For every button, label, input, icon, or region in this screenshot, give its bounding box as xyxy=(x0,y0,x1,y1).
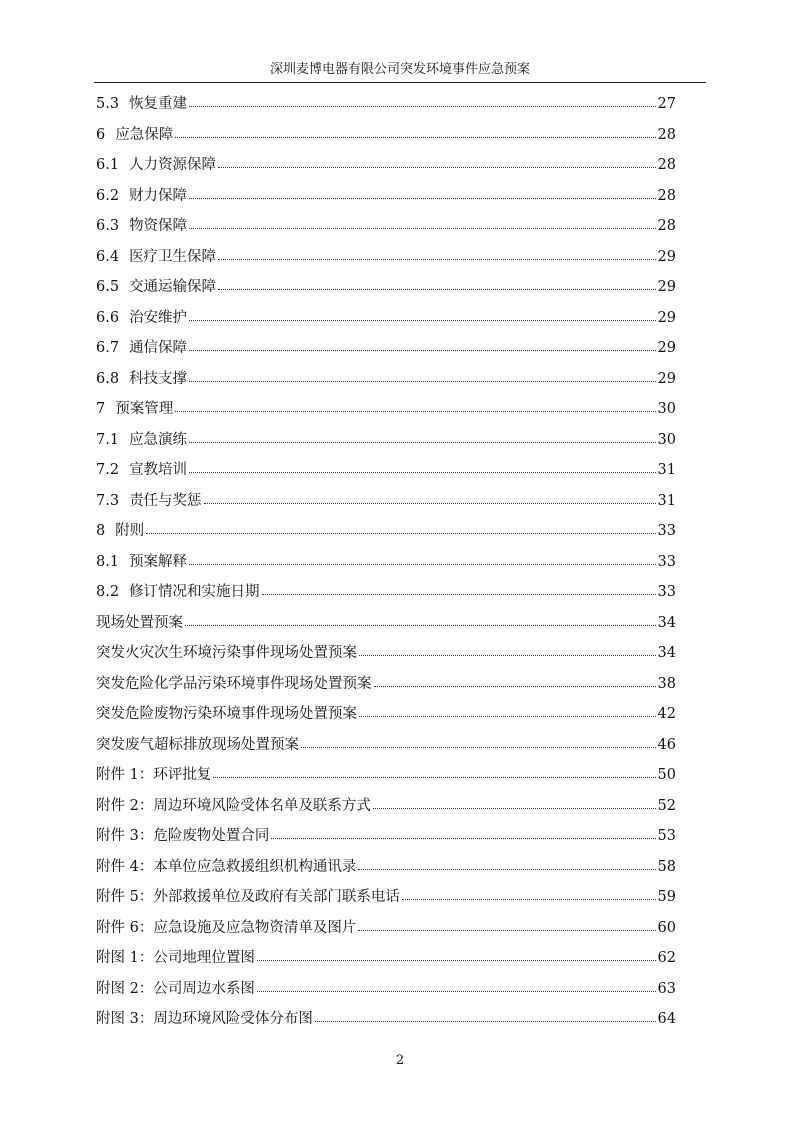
toc-entry-title: 预案管理 xyxy=(115,401,174,417)
toc-entry-number: 8 xyxy=(96,523,106,539)
toc-entry[interactable] xyxy=(96,425,676,456)
toc-dot-leader xyxy=(359,646,656,656)
toc-entry-page: 42 xyxy=(657,706,676,722)
toc-entry[interactable] xyxy=(96,211,676,242)
toc-dot-leader xyxy=(189,463,655,473)
toc-dot-leader xyxy=(175,402,655,412)
toc-dot-leader xyxy=(373,799,656,809)
toc-entry-page: 52 xyxy=(657,797,676,814)
toc-entry-title: 突发危险化学品污染环境事件现场处置预案 xyxy=(96,675,372,692)
toc-entry-number: 8.1 xyxy=(96,553,120,570)
toc-entry[interactable] xyxy=(96,852,676,883)
toc-entry-page: 31 xyxy=(657,492,676,509)
toc-entry[interactable] xyxy=(96,669,676,700)
toc-entry-number: 5.3 xyxy=(96,96,120,112)
toc-entry-number: 7.1 xyxy=(96,431,120,448)
page-header: 深圳麦博电器有限公司突发环境事件应急预案 xyxy=(269,62,530,77)
toc-dot-leader xyxy=(189,311,655,321)
toc-entry-title: 现场处置预案 xyxy=(96,614,183,631)
toc-entry-page: 58 xyxy=(657,858,676,875)
toc-entry-title: 恢复重建 xyxy=(129,96,188,112)
toc-dot-leader xyxy=(213,768,655,778)
toc-entry[interactable] xyxy=(96,516,676,547)
toc-dot-leader xyxy=(204,494,656,504)
toc-entry-number: 6.3 xyxy=(96,218,120,234)
toc-entry-page: 31 xyxy=(657,462,676,478)
toc-dot-leader xyxy=(189,341,655,351)
toc-entry[interactable] xyxy=(96,272,676,303)
toc-dot-leader xyxy=(218,158,655,168)
toc-entry[interactable] xyxy=(96,364,676,395)
toc-dot-leader xyxy=(359,707,656,717)
toc-entry[interactable] xyxy=(96,181,676,212)
toc-entry[interactable] xyxy=(96,821,676,852)
toc-entry-page: 33 xyxy=(657,584,676,600)
toc-entry-page: 29 xyxy=(657,340,676,356)
toc-entry-page: 28 xyxy=(657,187,676,204)
toc-dot-leader xyxy=(189,97,655,107)
toc-entry-title: 附件 3：危险废物处置合同 xyxy=(96,828,270,844)
toc-entry-title: 预案解释 xyxy=(129,553,188,570)
toc-entry-title: 应急保障 xyxy=(115,126,174,143)
toc-entry-page: 46 xyxy=(657,736,676,753)
toc-entry-title: 附件 2：周边环境风险受体名单及联系方式 xyxy=(96,797,371,814)
toc-entry[interactable] xyxy=(96,974,676,1005)
toc-entry-title: 通信保障 xyxy=(129,340,188,356)
toc-entry-title: 附图 3：周边环境风险受体分布图 xyxy=(96,1011,313,1027)
toc-entry-page: 28 xyxy=(657,157,676,173)
toc-entry-title: 科技支撑 xyxy=(129,370,188,387)
toc-entry-page: 28 xyxy=(657,218,676,234)
toc-entry-number: 6.2 xyxy=(96,187,120,204)
toc-entry[interactable] xyxy=(96,577,676,608)
toc-dot-leader xyxy=(358,921,655,931)
header-rule xyxy=(94,82,706,83)
toc-entry-page: 29 xyxy=(657,248,676,265)
toc-entry-number: 7.2 xyxy=(96,462,120,478)
toc-entry-title: 附件 6：应急设施及应急物资清单及图片 xyxy=(96,919,357,936)
toc-dot-leader xyxy=(185,616,656,626)
toc-entry-title: 突发火灾次生环境污染事件现场处置预案 xyxy=(96,645,357,661)
toc-entry-title: 附件 1：环评批复 xyxy=(96,767,212,783)
toc-entry-page: 28 xyxy=(657,126,676,143)
toc-entry-number: 7 xyxy=(96,401,106,417)
toc-entry[interactable] xyxy=(96,242,676,273)
toc-dot-leader xyxy=(257,951,656,961)
toc-entry[interactable] xyxy=(96,394,676,425)
toc-entry-page: 34 xyxy=(657,614,676,631)
toc-entry-page: 29 xyxy=(657,309,676,326)
toc-dot-leader xyxy=(189,433,655,443)
toc-entry-page: 53 xyxy=(657,828,676,844)
toc-entry-title: 交通运输保障 xyxy=(129,279,217,295)
toc-entry[interactable] xyxy=(96,608,676,639)
toc-dot-leader xyxy=(257,982,656,992)
toc-entry[interactable] xyxy=(96,120,676,151)
toc-entry-title: 附图 2：公司周边水系图 xyxy=(96,980,255,997)
toc-entry[interactable] xyxy=(96,791,676,822)
toc-entry[interactable] xyxy=(96,760,676,791)
toc-entry-number: 6.8 xyxy=(96,370,120,387)
toc-entry-title: 突发废气超标排放现场处置预案 xyxy=(96,736,299,753)
toc-entry-page: 29 xyxy=(657,279,676,295)
toc-entry-page: 30 xyxy=(657,401,676,417)
toc-dot-leader xyxy=(175,128,655,138)
toc-dot-leader xyxy=(358,860,655,870)
toc-entry-page: 50 xyxy=(657,767,676,783)
toc-entry-page: 59 xyxy=(657,889,676,905)
toc-entry-title: 附图 1：公司地理位置图 xyxy=(96,950,255,966)
toc-dot-leader xyxy=(374,677,656,687)
toc-entry-title: 附件 5：外部救援单位及政府有关部门联系电话 xyxy=(96,889,400,905)
toc-entry[interactable] xyxy=(96,943,676,974)
toc-entry-page: 64 xyxy=(657,1011,676,1027)
toc-entry-number: 8.2 xyxy=(96,584,120,600)
toc-dot-leader xyxy=(301,738,656,748)
toc-entry-title: 人力资源保障 xyxy=(129,157,217,173)
toc-entry[interactable] xyxy=(96,638,676,669)
toc-entry-page: 30 xyxy=(657,431,676,448)
toc-dot-leader xyxy=(189,555,655,565)
page-number: 2 xyxy=(395,1053,405,1068)
toc-entry[interactable] xyxy=(96,730,676,761)
toc-entry-number: 7.3 xyxy=(96,492,120,509)
toc-dot-leader xyxy=(189,189,655,199)
toc-entry-title: 医疗卫生保障 xyxy=(129,248,217,265)
table-of-contents xyxy=(96,89,676,1035)
toc-entry-number: 6.7 xyxy=(96,340,120,356)
toc-entry-number: 6 xyxy=(96,126,106,143)
toc-dot-leader xyxy=(262,585,656,595)
toc-entry-page: 29 xyxy=(657,370,676,387)
toc-entry-number: 6.5 xyxy=(96,279,120,295)
toc-entry[interactable] xyxy=(96,913,676,944)
toc-entry[interactable] xyxy=(96,547,676,578)
toc-entry-page: 27 xyxy=(657,96,676,112)
toc-entry-title: 物资保障 xyxy=(129,218,188,234)
toc-entry-number: 6.1 xyxy=(96,157,120,173)
toc-dot-leader xyxy=(189,219,655,229)
toc-entry-page: 63 xyxy=(657,980,676,997)
toc-entry[interactable] xyxy=(96,89,676,120)
toc-entry[interactable] xyxy=(96,1004,676,1035)
toc-entry-title: 责任与奖惩 xyxy=(129,492,202,509)
toc-entry-title: 宣教培训 xyxy=(129,462,188,478)
toc-entry-title: 财力保障 xyxy=(129,187,188,204)
toc-entry-title: 突发危险废物污染环境事件现场处置预案 xyxy=(96,706,357,722)
toc-dot-leader xyxy=(402,890,656,900)
toc-entry-number: 6.6 xyxy=(96,309,120,326)
toc-entry-page: 34 xyxy=(657,645,676,661)
toc-entry[interactable] xyxy=(96,699,676,730)
toc-entry-page: 38 xyxy=(657,675,676,692)
toc-entry-page: 33 xyxy=(657,523,676,539)
toc-entry-page: 33 xyxy=(657,553,676,570)
toc-dot-leader xyxy=(271,829,655,839)
toc-entry-title: 修订情况和实施日期 xyxy=(129,584,260,600)
toc-entry[interactable] xyxy=(96,882,676,913)
toc-entry-title: 治安维护 xyxy=(129,309,188,326)
toc-dot-leader xyxy=(315,1012,656,1022)
toc-entry[interactable] xyxy=(96,150,676,181)
toc-entry-title: 附件 4：本单位应急救援组织机构通讯录 xyxy=(96,858,357,875)
toc-entry[interactable] xyxy=(96,333,676,364)
toc-entry-page: 60 xyxy=(657,919,676,936)
toc-dot-leader xyxy=(189,372,655,382)
toc-dot-leader xyxy=(146,524,655,534)
toc-entry[interactable] xyxy=(96,303,676,334)
toc-entry-title: 应急演练 xyxy=(129,431,188,448)
toc-entry-number: 6.4 xyxy=(96,248,120,265)
toc-dot-leader xyxy=(218,250,655,260)
toc-entry-title: 附则 xyxy=(115,523,145,539)
toc-entry[interactable] xyxy=(96,486,676,517)
toc-dot-leader xyxy=(218,280,655,290)
toc-entry[interactable] xyxy=(96,455,676,486)
toc-entry-page: 62 xyxy=(657,950,676,966)
